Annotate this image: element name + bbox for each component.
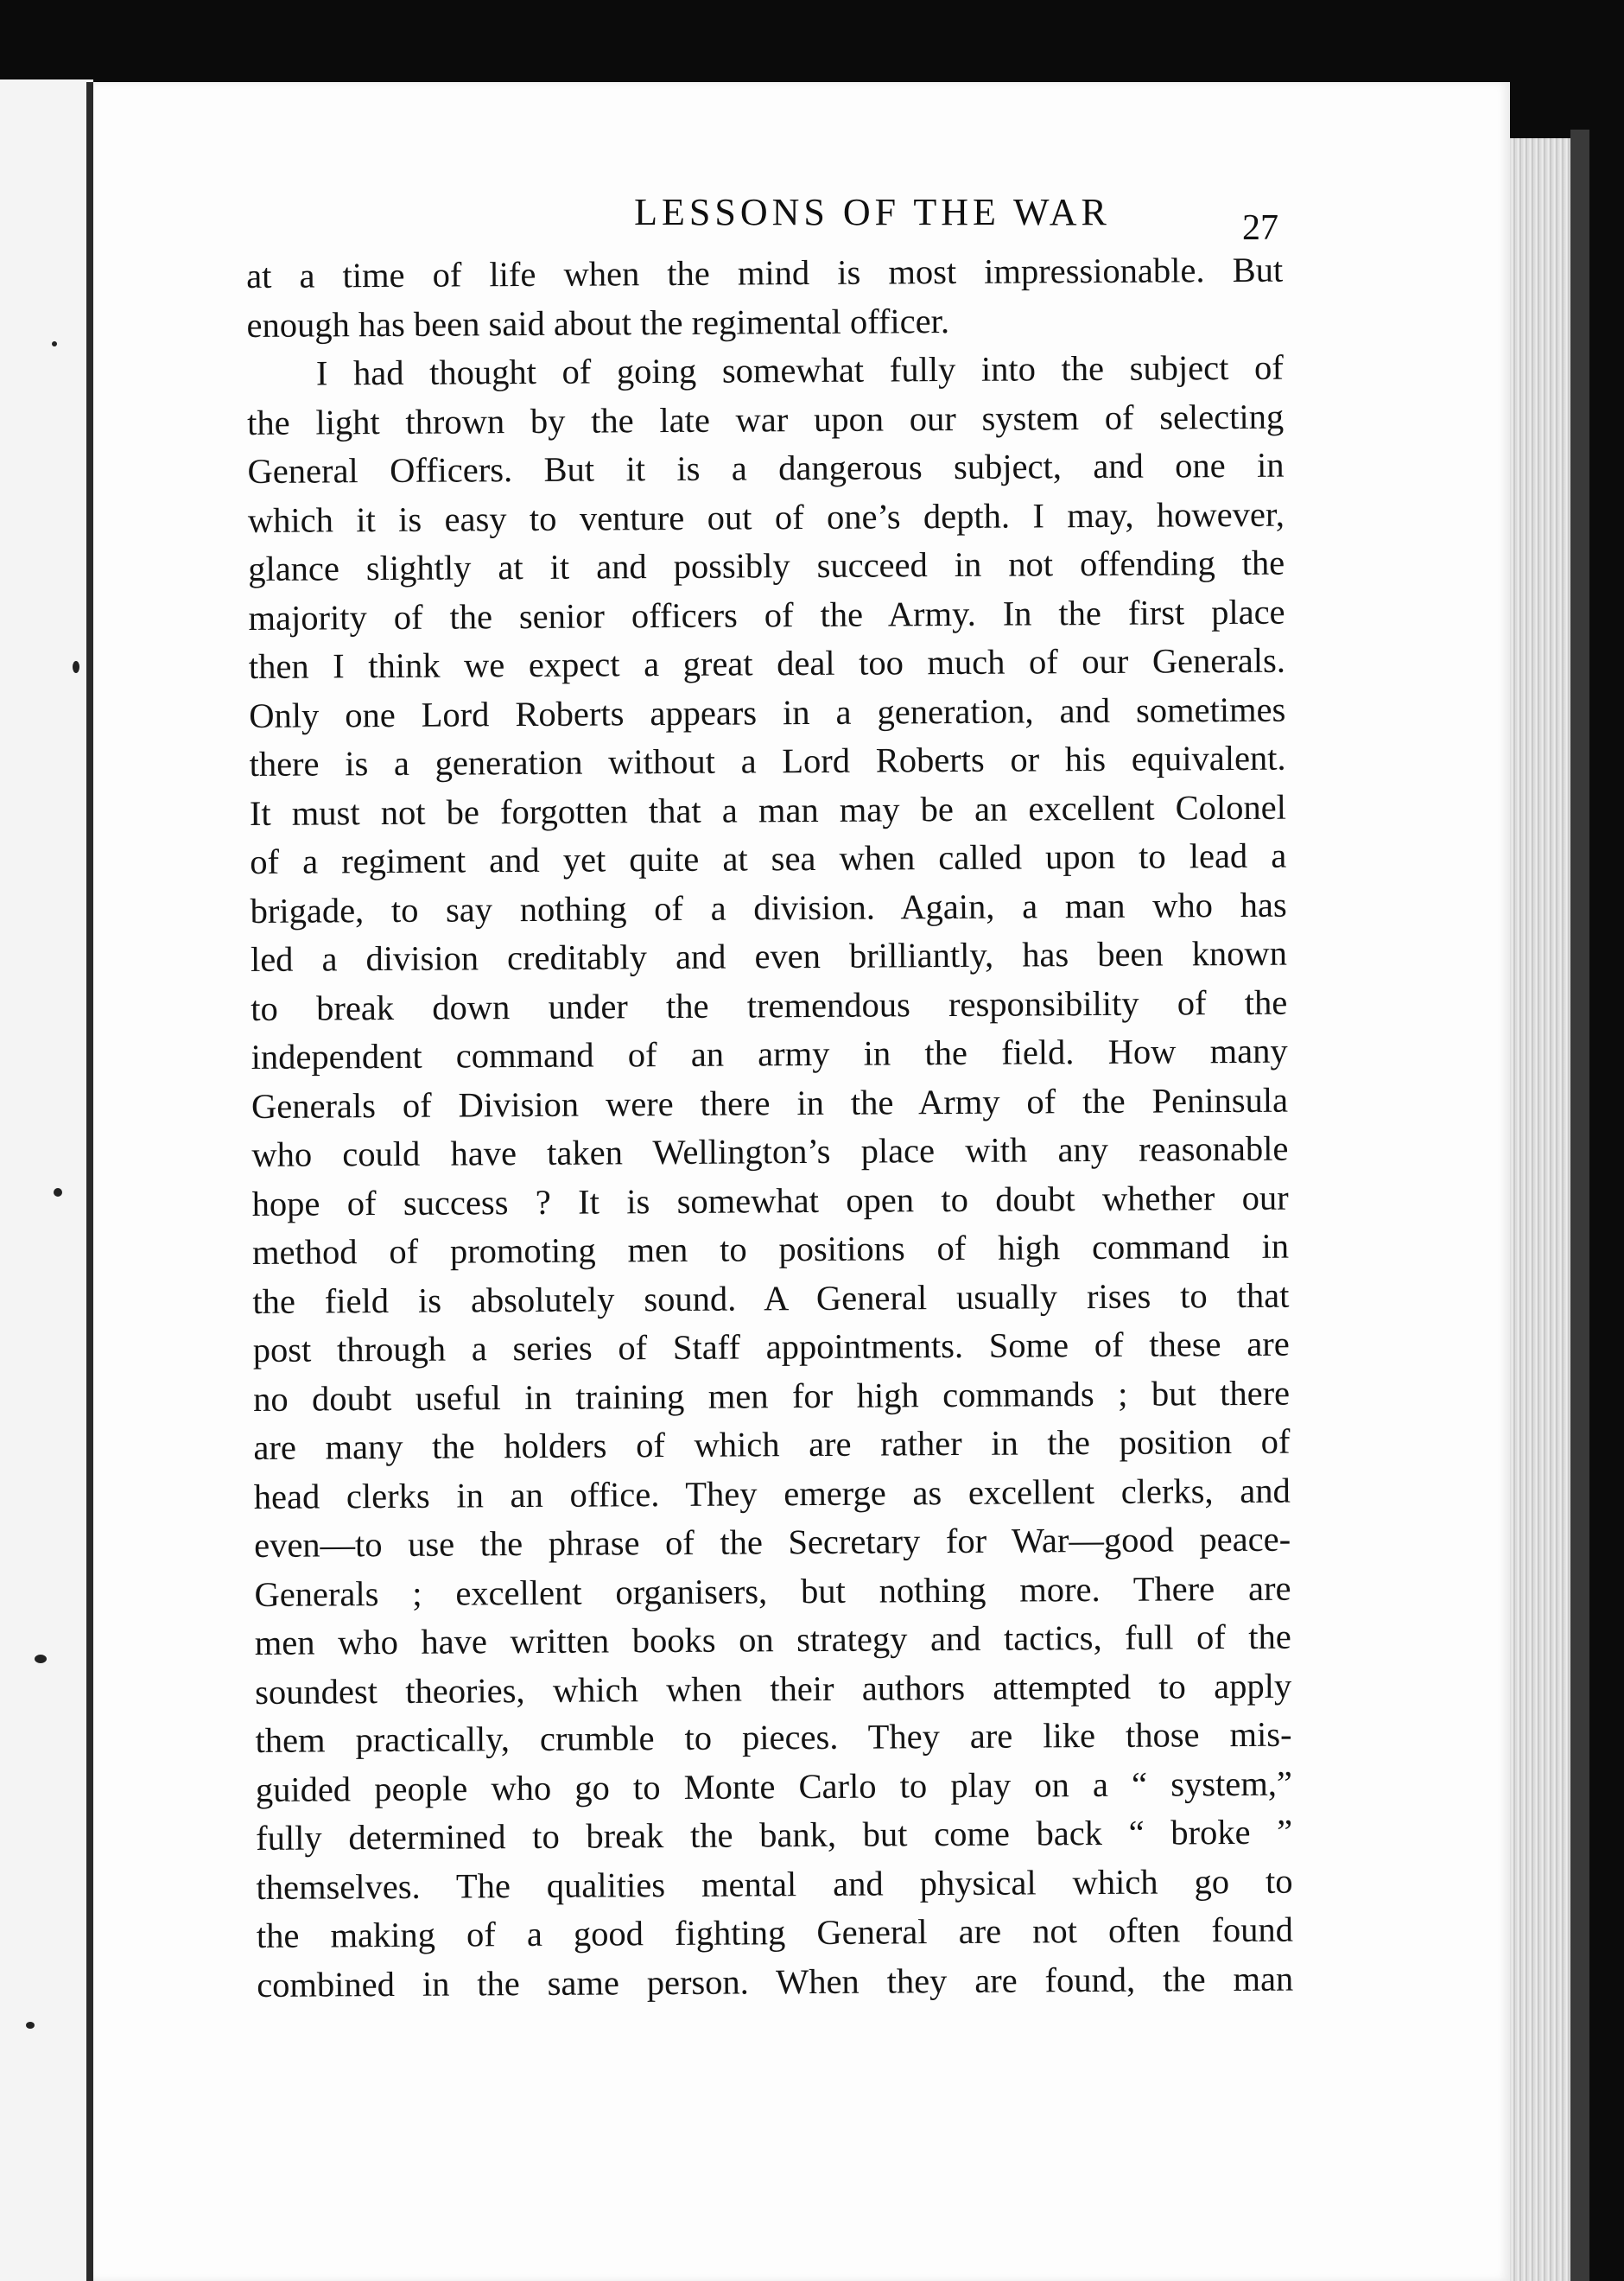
text-line: the field is absolutely sound. A General usually rises to that (252, 1275, 1290, 1321)
text-line: who could have taken Wellington’s place with any reasonable (251, 1128, 1289, 1174)
text-line: Generals of Division were there in the Army of the Peninsula (251, 1080, 1289, 1126)
text-line: combined in the same person. When they are found, the man (257, 1959, 1294, 2005)
text-line: General Officers. But it is a dangerous subject, and one in (247, 445, 1285, 491)
text-line: I had thought of going somewhat fully into the subject of (315, 347, 1284, 393)
text-line: the light thrown by the late war upon our system of selecting (247, 397, 1285, 442)
text-line: glance slightly at it and possibly succeed in not offending the (248, 543, 1285, 588)
page-block-edge (1510, 138, 1570, 2281)
text-line: It must not be forgotten that a man may be an excellent Colonel (249, 787, 1287, 833)
text-line: majority of the senior officers of the Army. In the first place (248, 592, 1285, 638)
text-line: Only one Lord Roberts appears in a generation, and sometimes (249, 689, 1286, 735)
text-line: at a time of life when the mind is most impressionable. But (246, 250, 1284, 295)
text-line: hope of success ? It is somewhat open to doubt whether our (251, 1178, 1289, 1223)
margin-speck (26, 2022, 35, 2029)
text-line: even—to use the phrase of the Secretary for War—good peace- (254, 1519, 1291, 1565)
text-line: fully determined to break the bank, but come back “ broke ” (256, 1812, 1293, 1858)
text-line: no doubt useful in training men for high commands ; but there (252, 1373, 1291, 1419)
text-line: head clerks in an office. They emerge as excellent clerks, and (253, 1471, 1291, 1516)
margin-speck (52, 341, 57, 346)
text-line: guided people who go to Monte Carlo to play on a “ system,” (255, 1763, 1292, 1809)
text-line: method of promoting men to positions of high command in (251, 1226, 1290, 1272)
text-line: are many the holders of which are rather in the position of (253, 1421, 1291, 1467)
book-gutter (86, 82, 93, 2281)
text-line: them practically, crumble to pieces. They are like those mis- (255, 1714, 1292, 1760)
text-line: soundest theories, which when their authors attempted to apply (255, 1666, 1292, 1712)
text-line: post through a series of Staff appointments. Some of these are (252, 1324, 1290, 1369)
running-head: LESSONS OF THE WAR (634, 191, 1111, 233)
margin-speck (73, 661, 79, 673)
text-line: themselves. The qualities mental and physical which go to (256, 1861, 1293, 1907)
book-cover-edge (1570, 130, 1589, 2281)
page-number: 27 (1242, 208, 1278, 248)
text-line: men who have written books on strategy and tactics, full of the (254, 1617, 1291, 1662)
text-line: then I think we expect a great deal too much of our Generals. (248, 640, 1286, 686)
margin-speck (54, 1188, 62, 1197)
text-line: the making of a good fighting General are not often found (256, 1909, 1294, 1955)
text-line: enough has been said about the regimental officer. (246, 301, 950, 345)
text-line: to break down under the tremendous responsibility of the (251, 982, 1288, 1028)
text-line: independent command of an army in the field. How many (251, 1031, 1288, 1077)
text-line: which it is easy to venture out of one’s depth. I may, however, (247, 494, 1285, 540)
text-line: there is a generation without a Lord Roberts or his equivalent. (249, 738, 1286, 784)
facing-page-edge (0, 79, 93, 2281)
text-line: brigade, to say nothing of a division. Again, a man who has (250, 885, 1287, 931)
text-line: of a regiment and yet quite at sea when called upon to lead a (250, 836, 1287, 881)
margin-speck (35, 1655, 47, 1663)
text-line: led a division creditably and even brilliantly, has been known (250, 933, 1288, 979)
text-line: Generals ; excellent organisers, but nothing more. There are (254, 1568, 1291, 1614)
body-text (246, 246, 1293, 2010)
